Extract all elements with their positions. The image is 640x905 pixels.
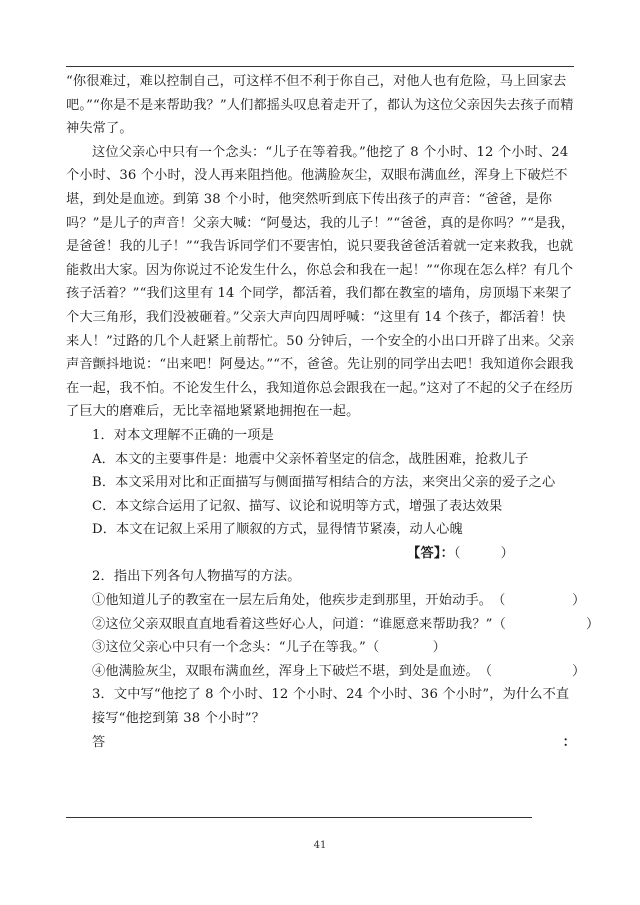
question-2-item-3-blank: （ ） (365, 640, 446, 656)
question-1-answer-label: 【答】： (407, 545, 454, 561)
bottom-divider (66, 817, 532, 818)
question-3-answer-line (66, 731, 576, 755)
question-3-stem: 3．文中写“他挖了 8 个小时、12 个小时、24 个小时、36 个小时”，为什么不直接写“他挖到第 38 个小时”？ (92, 687, 570, 727)
question-1-option-c: C．本文综合运用了记叙、描写、议论和说明等方式，增强了表达效果 (92, 498, 503, 514)
page-content (66, 70, 600, 754)
page-number: 41 (313, 840, 327, 851)
question-2-item-1-text: ①他知道儿子的教室在一层左后角处，他疾步走到那里，开始动手。 (92, 593, 493, 609)
question-1-option-d: D．本文在记叙上采用了顺叙的方式，显得情节紧凑，动人心魄 (92, 522, 463, 538)
question-1-answer-blank: （ ） (453, 545, 514, 561)
question-3-answer-label: 答 (92, 734, 106, 750)
question-2-item-1-blank: （ ） (492, 593, 586, 609)
question-2-item-3 (66, 636, 576, 660)
question-1-option-b: B．本文采用对比和正面描写与侧面描写相结合的方法，来突出父亲的爱子之心 (92, 475, 556, 491)
question-1-option-a: A．本文的主要事件是：地震中父亲怀着坚定的信念，战胜困难，抢救儿子 (92, 451, 529, 467)
question-3-answer-colon: ： (562, 734, 576, 750)
question-2-item-4-text: ④他满脸灰尘，双眼布满血丝，浑身上下破烂不堪，到处是血迹。 (92, 663, 479, 679)
question-1-stem: 1．对本文理解不正确的一项是 (92, 427, 274, 443)
question-2-item-3-text: ③这位父亲心中只有一个念头：“儿子在等我。” (92, 640, 366, 656)
question-2-item-4-blank: （ ） (478, 663, 586, 679)
passage-paragraph-1: “你很难过，难以控制自己，可这样不但不利于你自己，对他人也有危险，马上回家去吧。”“你是不是来帮助我？”人们都摇头叹息着走开了，都认为这位父亲因失去孩子而精神失常了。 (66, 74, 574, 137)
question-2-item-1 (66, 589, 586, 613)
question-2-item-2-text: ②这位父亲双眼直直地看着这些好心人，问道：“谁愿意来帮助我？” (92, 616, 493, 632)
question-2-item-2-blank: （ ） (492, 616, 600, 632)
question-1-answer-row (66, 542, 576, 566)
passage-paragraph-2: 这位父亲心中只有一个念头：“儿子在等着我。”他挖了 8 个小时、12 个小时、24 个小时、36 个小时，没人再来阻挡他。他满脸灰尘，双眼布满血丝，浑身上下破烂不堪，到处是血迹。到第 38 个小时，他突然听到底下传出孩子的声音：“爸爸，是你吗？”是儿子的声音！父亲大喊：“阿曼达，我的儿子！”“爸爸，真的是你吗？”“是我，是爸爸！我的儿子！”“我告诉同学们不要害怕，说只要我爸爸活着就一定来救我，也就能救出大家。因为你说过不论发生什么，你总会和我在一起！”“你现在怎么样？有几个孩子活着？”“我们这里有 14 个同学，都活着，我们都在教室的墙角，房顶塌下来架了个大三角形，我们没被砸着。”父亲大声向四周呼喊：“这里有 14 个孩子，都活着！快来人！”过路的几个人赶紧上前帮忙。50 分钟后，一个安全的小出口开辟了出来。父亲声音颤抖地说：“出来吧！阿曼达。”“不，爸爸。先让别的同学出去吧！我知道你会跟我在一起，我不怕。不论发生什么，我知道你总会跟我在一起。”这对了不起的父子在经历了巨大的磨难后，无比幸福地紧紧地拥抱在一起。 (66, 144, 575, 420)
question-2-item-2 (66, 613, 600, 637)
question-2-item-4 (66, 660, 586, 684)
top-divider (66, 66, 574, 67)
question-2-stem: 2．指出下列各句人物描写的方法。 (92, 569, 301, 585)
